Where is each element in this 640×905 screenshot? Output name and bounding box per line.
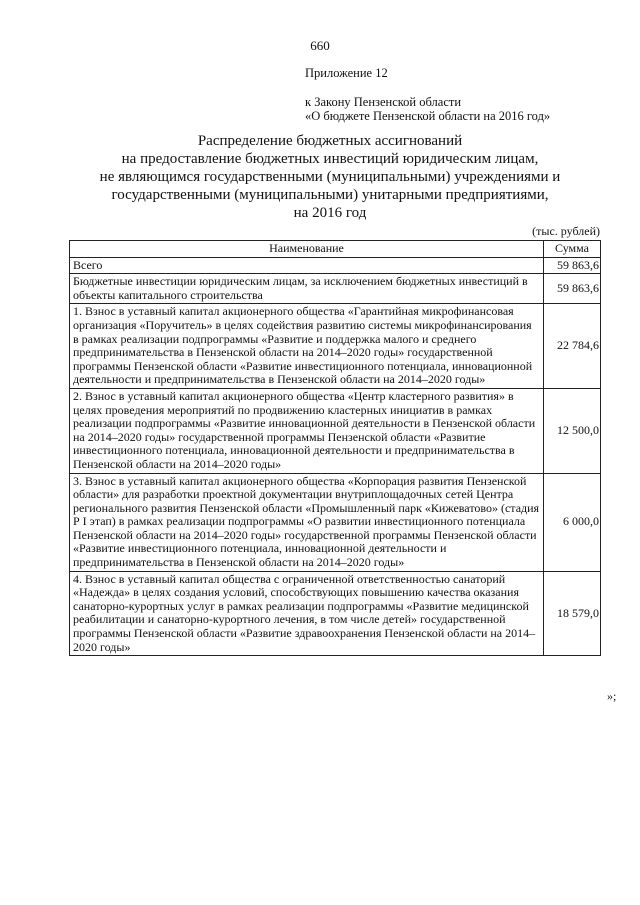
row-sum: 59 863,6 [544, 257, 601, 274]
table-header-row [70, 241, 601, 258]
title-line: на 2016 год [293, 205, 367, 221]
header-sum: Сумма [544, 241, 601, 258]
row-name: Бюджетные инвестиции юридическим лицам, за исключением бюджетных инвестиций в объекты капитального строительства [70, 274, 544, 304]
closing-quote-mark: »; [607, 689, 617, 703]
table-row [70, 571, 601, 656]
units-label: (тыс. рублей) [532, 224, 600, 238]
row-sum: 59 863,6 [544, 274, 601, 304]
row-sum: 18 579,0 [544, 571, 601, 656]
row-sum: 22 784,6 [544, 304, 601, 389]
title-line: не являющимся государственными (муниципальными) учреждениями и [99, 169, 561, 185]
appendix-law-title: «О бюджете Пензенской области на 2016 год» [305, 109, 551, 123]
title-line: государственными (муниципальными) унитарными предприятиями, [111, 187, 549, 203]
row-name: Всего [70, 257, 544, 274]
table-row [70, 388, 601, 473]
row-name: 2. Взнос в уставный капитал акционерного общества «Центр кластерного развития» в целях проведения мероприятий по продвижению кластерных инициатив в рамках реализации подпрограммы «Развитие инновационной деятельности в Пензенской области на 2014–2020 годы» государственной программы Пензенской области «Развитие инвестиционного потенциала, инновационной деятельности и предпринимательства в Пензенской области на 2014–2020 годы» [70, 388, 544, 473]
row-name: 1. Взнос в уставный капитал акционерного общества «Гарантийная микрофинансовая организация «Поручитель» в целях содействия развитию системы микрофинансирования в рамках реализации подпрограммы «Развитие и поддержка малого и среднего предпринимательства в Пензенской области на 2014–2020 годы» государственной программы Пензенской области «Развитие инвестиционного потенциала, инновационной деятельности и предпринимательства в Пензенской области на 2014–2020 годы» [70, 304, 544, 389]
table-row [70, 304, 601, 389]
appendix-number: Приложение 12 [305, 66, 388, 80]
table-row [70, 257, 601, 274]
title-line: на предоставление бюджетных инвестиций юридическим лицам, [121, 151, 539, 167]
budget-table [69, 240, 601, 656]
appendix-header [305, 66, 550, 123]
table-row [70, 274, 601, 304]
row-sum: 12 500,0 [544, 388, 601, 473]
document-title [60, 132, 600, 222]
row-name: 3. Взнос в уставный капитал акционерного общества «Корпорация развития Пензенской области» для разработки проектной документации внутриплощадочных сетей Центра регионального развития Пензенской области «Промышленный парк «Кижеватово» (стадия Р I этап) в рамках реализации подпрограммы «О развитии инвестиционного потенциала Пензенской области на 2014–2020 годы» государственной программы Пензенской области «Развитие инвестиционного потенциала, инновационной деятельности и предпринимательства в Пензенской области на 2014–2020 годы» [70, 473, 544, 571]
row-sum: 6 000,0 [544, 473, 601, 571]
page-number: 660 [310, 38, 330, 53]
header-name: Наименование [70, 241, 544, 258]
table-row [70, 473, 601, 571]
title-line: Распределение бюджетных ассигнований [197, 133, 463, 149]
row-name: 4. Взнос в уставный капитал общества с ограниченной ответственностью санаторий «Надежда» в целях создания условий, способствующих повышению качества оказания санаторно-курортных услуг в рамках реализации подпрограммы «Развитие медицинской реабилитации и санаторно-курортного лечения, в том числе детей» государственной программы Пензенской области «Развитие здравоохранения Пензенской области на 2014–2020 годы» [70, 571, 544, 656]
appendix-law-ref: к Закону Пензенской области [305, 95, 462, 109]
